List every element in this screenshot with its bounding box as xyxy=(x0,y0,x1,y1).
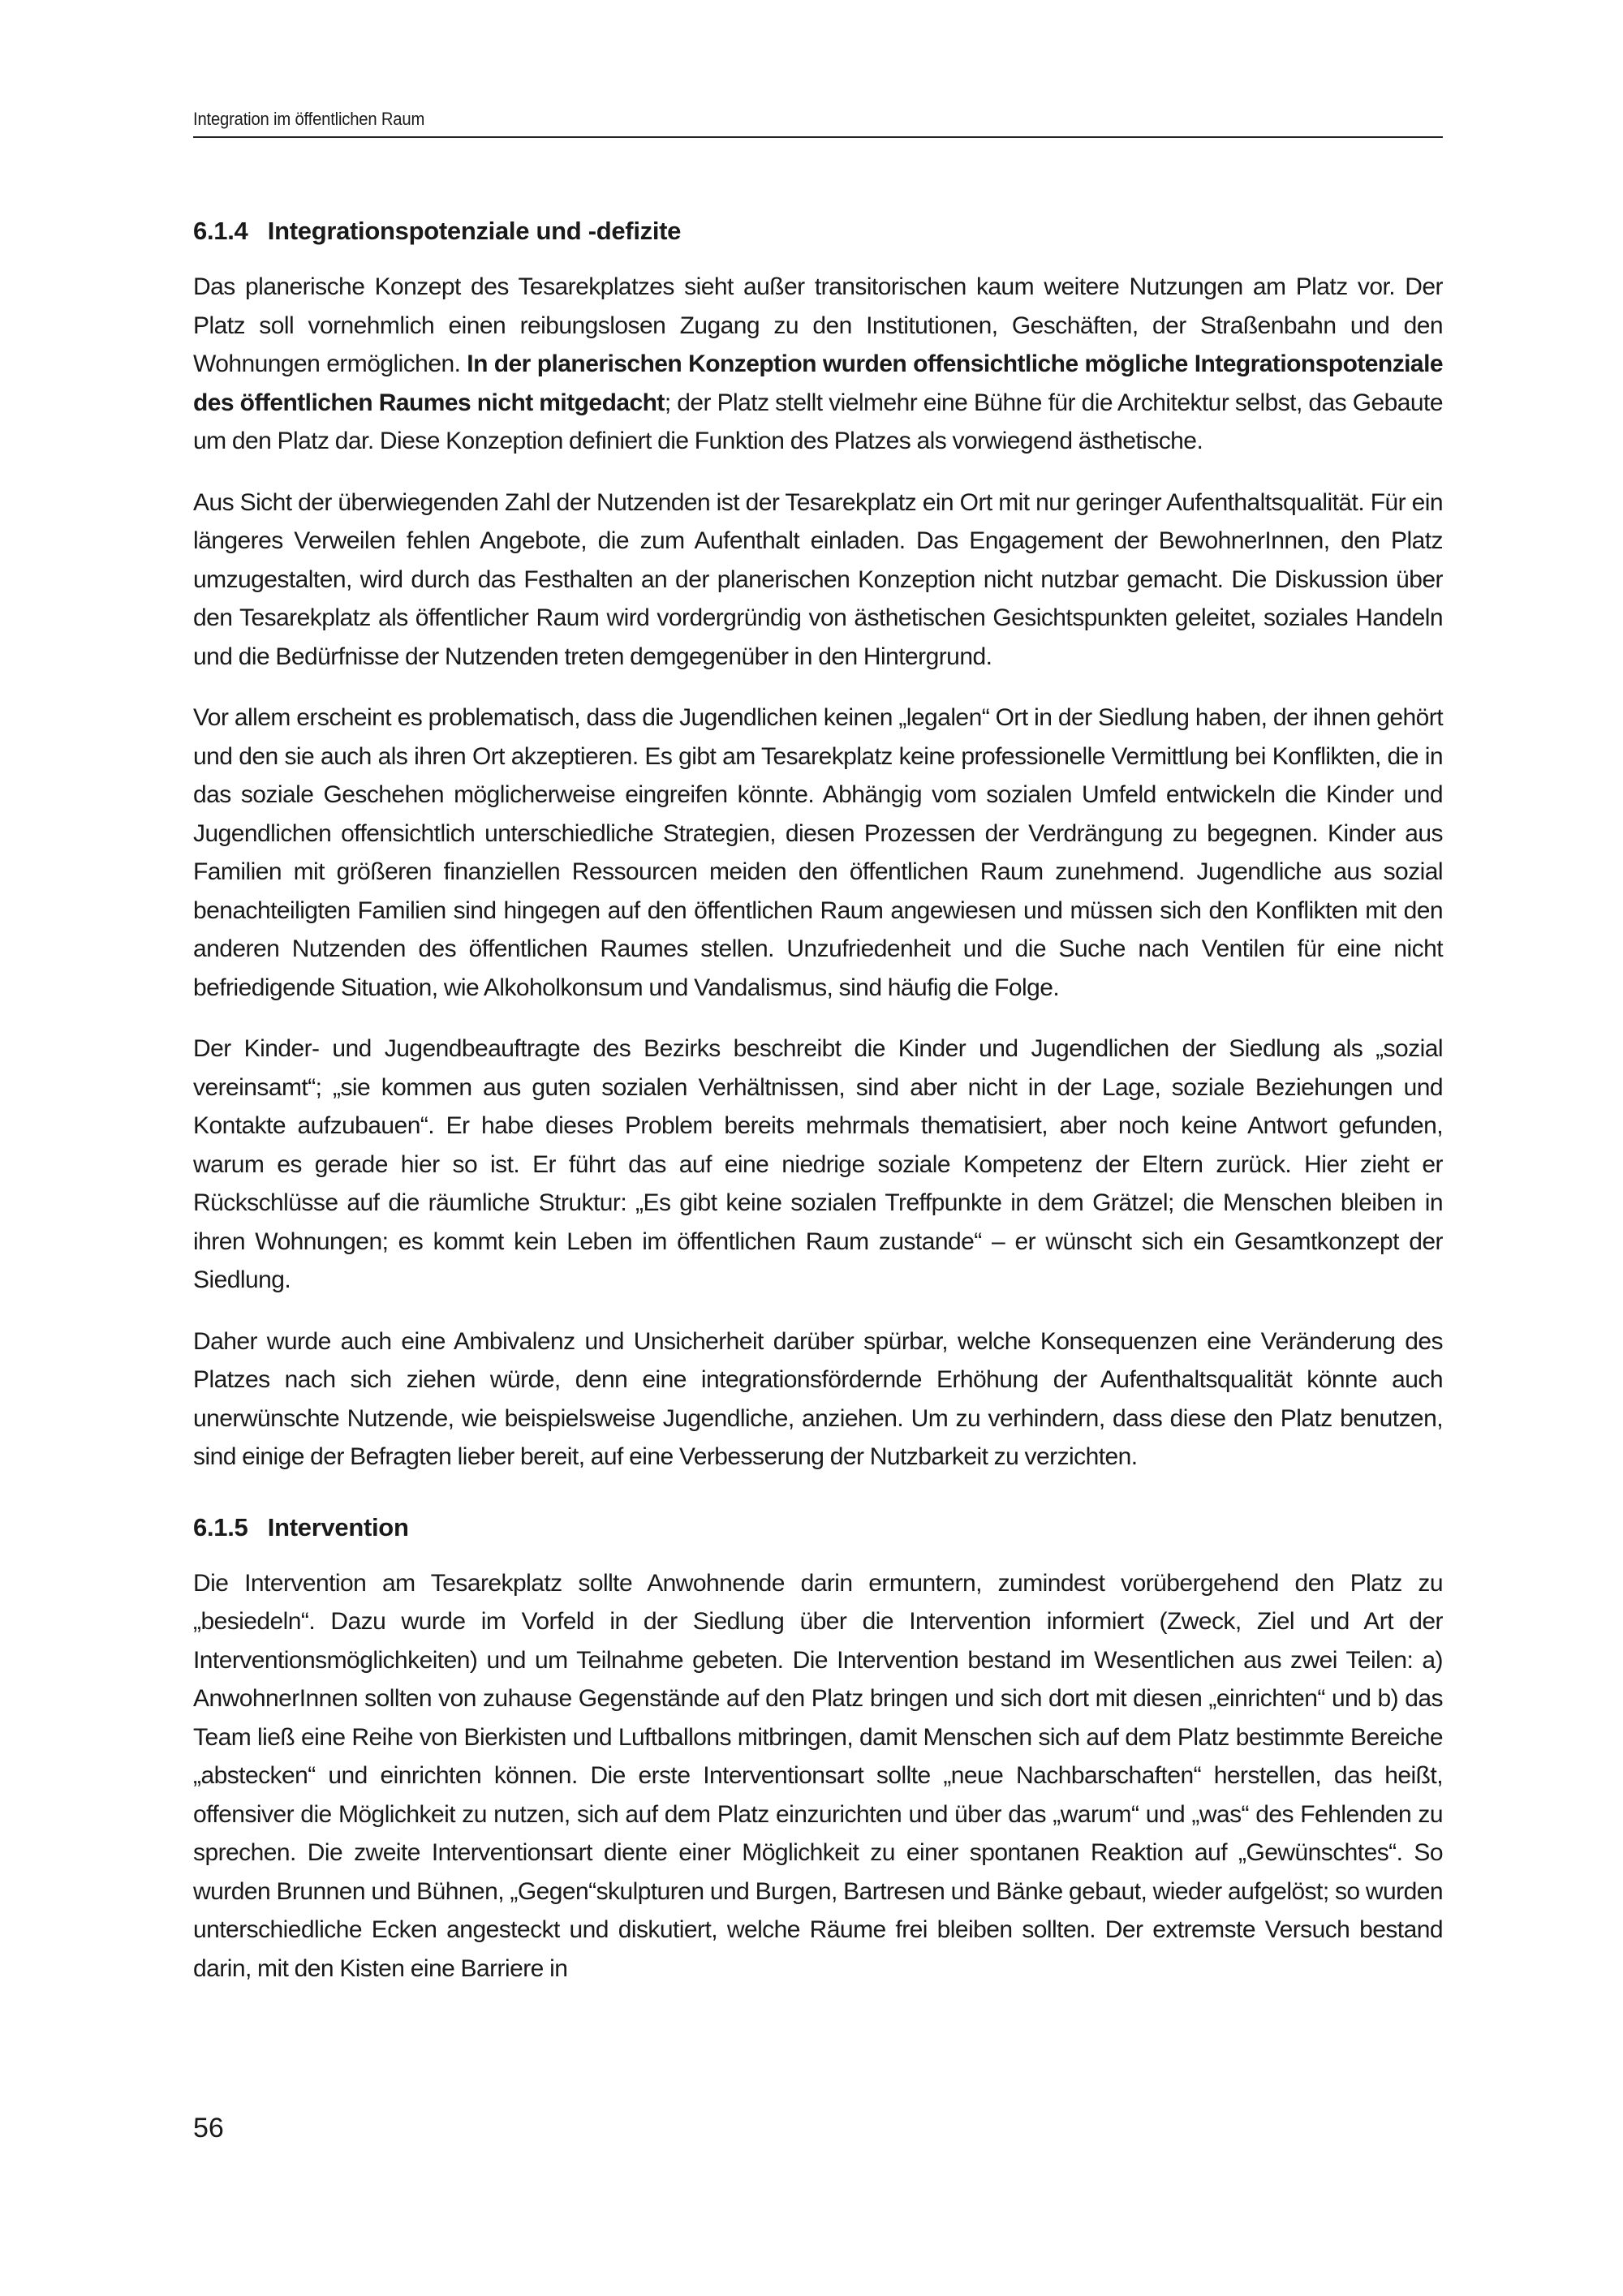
paragraph xyxy=(193,268,1443,461)
section-heading-6-1-5 xyxy=(193,1509,1443,1546)
paragraph: Vor allem erscheint es problematisch, dass die Jugendlichen keinen „legalen“ Ort in der Siedlung haben, der ihnen gehört und den sie auch als ihren Ort akzeptieren. Es gibt am Tesarekplatz keine professionelle Vermittlung bei Konflikten, die in das soziale Geschehen möglicherweise eingreifen könnte. Abhängig vom sozialen Umfeld entwickeln die Kinder und Jugendlichen offensichtlich unterschiedliche Strategien, diesen Prozessen der Verdrängung zu begegnen. Kinder aus Familien mit größeren finanziellen Ressourcen meiden den öffentlichen Raum zunehmend. Jugendliche aus sozial benachteiligten Familien sind hingegen auf den öffentlichen Raum angewiesen und müssen sich den Konflikten mit den anderen Nutzenden des öffentlichen Raumes stellen. Unzufriedenheit und die Suche nach Ventilen für eine nicht befriedigende Situation, wie Alkoholkonsum und Vandalismus, sind häufig die Folge. xyxy=(193,704,1443,1001)
paragraph: Aus Sicht der überwiegenden Zahl der Nutzenden ist der Tesarekplatz ein Ort mit nur geringer Aufenthaltsqualität. Für ein längeres Verweilen fehlen Angebote, die zum Aufenthalt einladen. Das Engagement der BewohnerInnen, den Platz umzugestalten, wird durch das Festhalten an der planerischen Konzeption nicht nutzbar gemacht. Die Diskussion über den Tesarekplatz als öffentlicher Raum wird vordergründig von ästhetischen Gesichtspunkten geleitet, soziales Handeln und die Bedürfnisse der Nutzenden treten demgegenüber in den Hintergrund. xyxy=(193,488,1443,670)
page-number: 56 xyxy=(193,2113,224,2143)
paragraph-text: ; der Platz stellt vielmehr eine Bühne für die Architektur selbst, das Gebaute um den Platz dar. Diese Konzeption definiert die Funktion des Platzes als vorwiegend ästhetische. xyxy=(193,389,1443,454)
section-title: Integrationspotenziale und -defizite xyxy=(267,217,682,245)
paragraph-text: Das planerische Konzept des Tesarekplatzes sieht außer transitorischen kaum weitere Nutzungen am Platz vor. Der Platz soll vornehmlich einen reibungslosen Zugang zu den Institutionen, Geschäften, der Straßenbahn und den Wohnungen ermöglichen. xyxy=(193,273,1443,377)
paragraph-emphasis: In der planerischen Konzeption wurden offensichtliche mögliche Integrationspotenziale des öffentlichen Raumes nicht mitgedacht xyxy=(193,350,1443,416)
page-body xyxy=(193,213,1443,2010)
paragraph: Daher wurde auch eine Ambivalenz und Unsicherheit darüber spürbar, welche Konsequenzen eine Veränderung des Platzes nach sich ziehen würde, denn eine integrationsfördernde Erhöhung der Aufenthaltsqualität könnte auch unerwünschte Nutzende, wie beispielsweise Jugendliche, anziehen. Um zu verhindern, dass diese den Platz benutzen, sind einige der Befragten lieber bereit, auf eine Verbesserung der Nutzbarkeit zu verzichten. xyxy=(193,1327,1443,1470)
section-title: Intervention xyxy=(267,1512,409,1541)
running-header: Integration im öffentlichen Raum xyxy=(193,109,425,129)
section-number: 6.1.5 xyxy=(193,1512,248,1541)
header-rule xyxy=(193,136,1443,138)
section-heading-6-1-4 xyxy=(193,213,1443,250)
section-number: 6.1.4 xyxy=(193,217,248,245)
paragraph: Der Kinder- und Jugendbeauftragte des Bezirks beschreibt die Kinder und Jugendlichen der Siedlung als „sozial vereinsamt“; „sie kommen aus guten sozialen Verhältnissen, sind aber nicht in der Lage, soziale Beziehungen und Kontakte aufzubauen“. Er habe dieses Problem bereits mehrmals thematisiert, aber noch keine Antwort gefunden, warum es gerade hier so ist. Er führt das auf eine niedrige soziale Kompetenz der Eltern zurück. Hier zieht er Rückschlüsse auf die räumliche Struktur: „Es gibt keine sozialen Treffpunkte in dem Grätzel; die Menschen bleiben in ihren Wohnungen; es kommt kein Leben im öffentlichen Raum zustande“ – er wünscht sich ein Gesamtkonzept der Siedlung. xyxy=(193,1035,1443,1293)
paragraph: Die Intervention am Tesarekplatz sollte Anwohnende darin ermuntern, zumindest vorübergehend den Platz zu „besiedeln“. Dazu wurde im Vorfeld in der Siedlung über die Intervention informiert (Zweck, Ziel und Art der Interventionsmöglichkeiten) und um Teilnahme gebeten. Die Intervention bestand im Wesentlichen aus zwei Teilen: a) AnwohnerInnen sollten von zuhause Gegenstände auf den Platz bringen und sich dort mit diesen „einrichten“ und b) das Team ließ eine Reihe von Bierkisten und Luftballons mitbringen, damit Menschen sich auf dem Platz bestimmte Bereiche „abstecken“ und einrichten können. Die erste Interventionsart sollte „neue Nachbarschaften“ herstellen, das heißt, offensiver die Möglichkeit zu nutzen, sich auf dem Platz einzurichten und über das „warum“ und „was“ des Fehlenden zu sprechen. Die zweite Interventionsart diente einer Möglichkeit zu einer spontanen Reaktion auf „Gewünschtes“. So wurden Brunnen und Bühnen, „Gegen“skulpturen und Burgen, Bartresen und Bänke gebaut, wieder aufgelöst; so wurden unterschiedliche Ecken angesteckt und diskutiert, welche Räume frei bleiben sollten. Der extremste Versuch bestand darin, mit den Kisten eine Barriere in xyxy=(193,1569,1443,1982)
